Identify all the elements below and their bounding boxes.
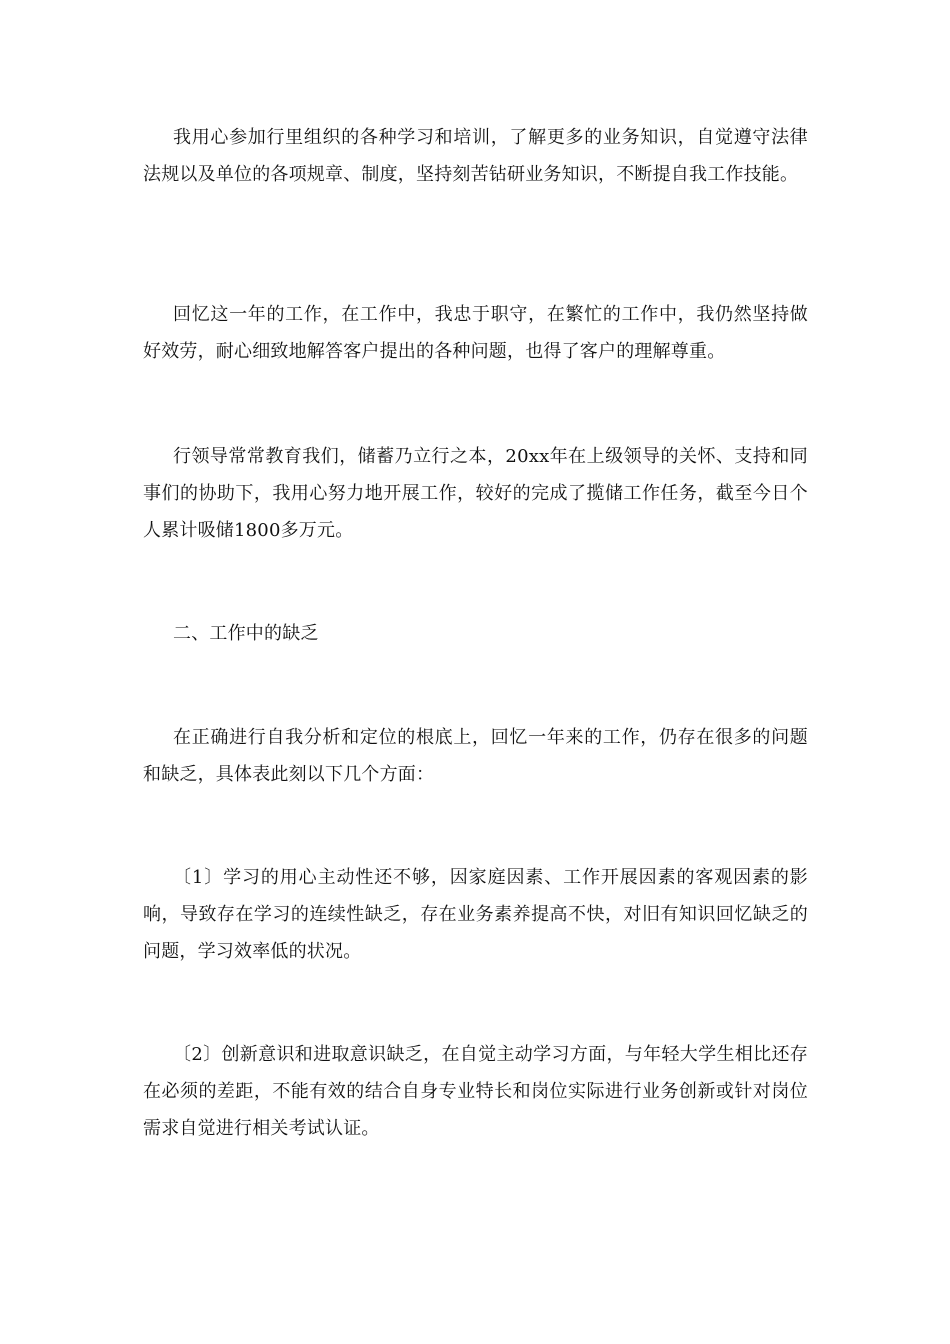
- paragraph-work-review: 回忆这一年的工作，在工作中，我忠于职守，在繁忙的工作中，我仍然坚持做好效劳，耐心细致地解答客户提出的各种问题，也得了客户的理解尊重。: [143, 304, 808, 362]
- paragraph-training: 我用心参加行里组织的各种学习和培训，了解更多的业务知识，自觉遵守法律法规以及单位的各项规章、制度，坚持刻苦钻研业务知识，不断提自我工作技能。: [143, 127, 808, 185]
- paragraph-self-analysis: 在正确进行自我分析和定位的根底上，回忆一年来的工作，仍存在很多的问题和缺乏，具体表此刻以下几个方面：: [143, 727, 808, 785]
- section-heading-shortcomings: 二、工作中的缺乏: [173, 623, 319, 644]
- paragraph-item-2: 〔2〕创新意识和进取意识缺乏，在自觉主动学习方面，与年轻大学生相比还存在必须的差距，不能有效的结合自身专业特长和岗位实际进行业务创新或针对岗位需求自觉进行相关考试认证。: [143, 1044, 808, 1139]
- paragraph-deposit-achievement: 行领导常常教育我们，储蓄乃立行之本，20xx年在上级领导的关怀、支持和同事们的协助下，我用心努力地开展工作，较好的完成了揽储工作任务，截至今日个人累计吸储1800多万元。: [143, 446, 808, 541]
- paragraph-item-1: 〔1〕学习的用心主动性还不够，因家庭因素、工作开展因素的客观因素的影响，导致存在学习的连续性缺乏，存在业务素养提高不快，对旧有知识回忆缺乏的问题，学习效率低的状况。: [143, 867, 808, 962]
